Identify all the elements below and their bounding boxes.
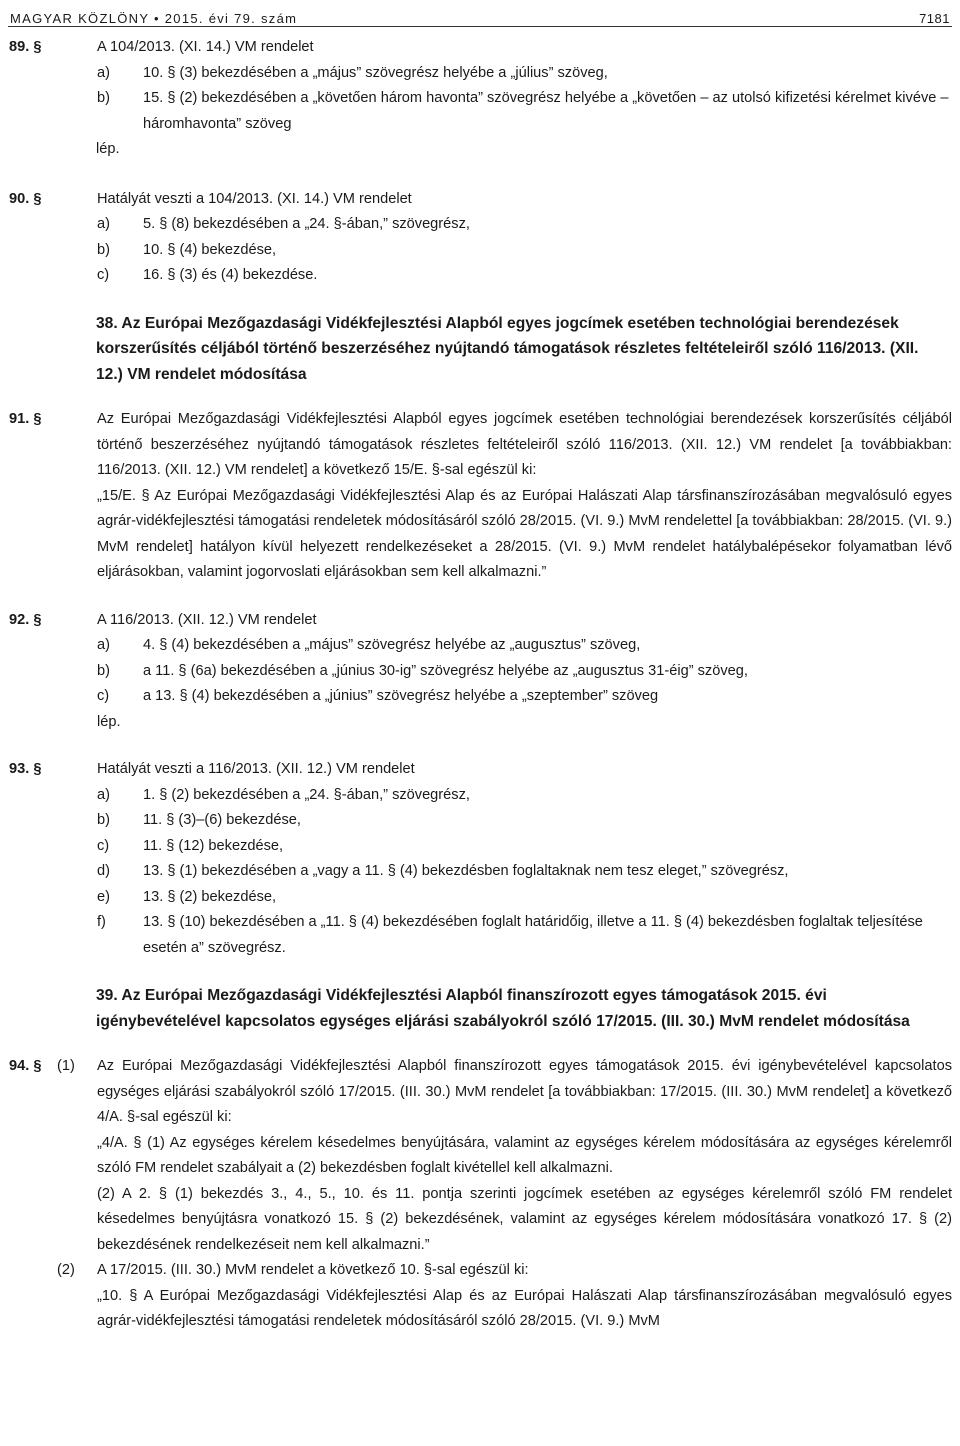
list-item xyxy=(97,238,952,264)
item-label: a) xyxy=(97,216,110,232)
item-text: 13. § (2) bekezdése, xyxy=(143,888,277,905)
list-item xyxy=(97,263,952,289)
item-text: 1. § (2) bekezdésében a „24. §-ában,” szövegrész, xyxy=(143,786,470,803)
item-text: 16. § (3) és (4) bekezdése. xyxy=(143,267,318,283)
list-item xyxy=(97,61,952,87)
list-item xyxy=(97,633,952,659)
list-item xyxy=(97,834,952,860)
journal-title: MAGYAR KÖZLÖNY • 2015. évi 79. szám xyxy=(10,11,298,26)
list-item xyxy=(97,910,952,961)
paragraph-intro: A 104/2013. (XI. 14.) VM rendelet xyxy=(97,39,314,55)
item-label: a) xyxy=(97,64,110,81)
paragraph-intro: Hatályát veszti a 104/2013. (XI. 14.) VM rendelet xyxy=(97,190,412,207)
item-label: d) xyxy=(97,863,110,879)
closing-word: lép. xyxy=(97,713,121,730)
paragraph-body xyxy=(97,757,952,961)
paragraph-number: 89. § xyxy=(9,39,42,55)
list-item xyxy=(97,659,952,685)
paragraph-92 xyxy=(8,608,952,736)
closing-word: lép. xyxy=(96,141,120,157)
item-label: b) xyxy=(97,90,110,106)
paragraph-93 xyxy=(8,757,952,961)
paragraph-89 xyxy=(8,35,952,137)
item-label: a) xyxy=(97,637,110,653)
item-text: 10. § (4) bekezdése, xyxy=(143,241,277,258)
paragraph-89-closing xyxy=(8,137,952,163)
item-text: 11. § (12) bekezdése, xyxy=(143,837,284,854)
item-label: b) xyxy=(97,241,110,258)
list-item xyxy=(97,859,952,885)
item-text: 11. § (3)–(6) bekezdése, xyxy=(143,812,301,828)
paragraph-number: 92. § xyxy=(9,611,42,628)
item-text: 13. § (10) bekezdésében a „11. § (4) bekezdésében foglalt határidőig, illetve a 11. § (4) bekezdésben foglaltak teljesítése esetén a” szövegrész. xyxy=(143,914,923,956)
paragraph-body xyxy=(97,35,952,137)
paragraph-intro: Hatályát veszti a 116/2013. (XII. 12.) VM rendelet xyxy=(97,761,415,777)
item-label: c) xyxy=(97,267,110,283)
paragraph-body xyxy=(57,1054,952,1335)
item-text: a 13. § (4) bekezdésében a „június” szövegrész helyébe a „szeptember” szöveg xyxy=(143,688,659,704)
subsection-line: Az Európai Mezőgazdasági Vidékfejlesztési Alapból finanszírozott egyes támogatások 2015. évi igénybevételével kapcsolatos egységes eljárási szabályokról szóló 17/2015. (III. 30.) MvM rendelet [a továbbiakban: 17/2015. (III. 30.) MvM rendelet] a következő 4/A. §-sal egészül ki: xyxy=(97,1058,952,1125)
paragraph-intro: A 116/2013. (XII. 12.) VM rendelet xyxy=(97,611,317,628)
paragraph-body xyxy=(97,187,952,289)
list-item xyxy=(97,684,952,710)
page-number: 7181 xyxy=(919,11,950,26)
item-label: b) xyxy=(97,662,110,679)
quoted-line: „10. § A Európai Mezőgazdasági Vidékfejlesztési Alap és az Európai Halászati Alap társfinanszírozásában megvalósuló egyes agrár-vidékfejlesztési támogatási rendeletek módosításáról szóló 28/2015. (VI. 9.) MvM xyxy=(97,1287,952,1329)
subsection-1 xyxy=(57,1054,952,1258)
item-text: 4. § (4) bekezdésében a „május” szövegrész helyébe az „augusztus” szöveg, xyxy=(143,637,641,653)
item-text: 15. § (2) bekezdésében a „követően három havonta” szövegrész helyébe a „követően – az utolsó kifizetési kérelmet kivéve – háromhavonta” szöveg xyxy=(143,90,949,132)
list-item xyxy=(97,885,952,911)
item-label: a) xyxy=(97,786,110,803)
subsection-2 xyxy=(57,1258,952,1335)
paragraph-text: Az Európai Mezőgazdasági Vidékfejlesztési Alapból egyes jogcímek esetében technológiai berendezések korszerűsítés céljából történő beszerzéséhez nyújtandó támogatások részletes feltételeiről szóló 116/2013. (XII. 12.) VM rendelet [a továbbiakban: 116/2013. (XII. 12.) VM rendelet] a következő 15/E. §-sal egészül ki: xyxy=(97,411,952,478)
paragraph-number: 91. § xyxy=(9,411,42,427)
section-heading-38: 38. Az Európai Mezőgazdasági Vidékfejlesztési Alapból egyes jogcímek esetében technológiai berendezések korszerűsítés céljából történő beszerzéséhez nyújtandó támogatások részletes feltételeiről szóló 116/2013. (XII. 12.) VM rendelet módosítása xyxy=(96,314,919,383)
paragraph-number: 90. § xyxy=(9,190,42,207)
page-header xyxy=(8,0,952,27)
section-heading-39: 39. Az Európai Mezőgazdasági Vidékfejlesztési Alapból finanszírozott egyes támogatások 2015. évi igénybevételével kapcsolatos egységes eljárási szabályokról szóló 17/2015. (III. 30.) MvM rendelet módosítása xyxy=(96,987,910,1030)
item-label: c) xyxy=(97,837,110,854)
quoted-line: „4/A. § (1) Az egységes kérelem késedelmes benyújtására, valamint az egységes kérelem módosítására az egységes kérelemről szóló FM rendelet szabályait a (2) bekezdésben foglalt kivétellel kell alkalmazni. xyxy=(97,1134,952,1176)
list-item xyxy=(97,808,952,834)
item-label: c) xyxy=(97,688,110,704)
subsection-text xyxy=(97,1054,952,1258)
item-text: a 11. § (6a) bekezdésében a „június 30-ig” szövegrész helyébe az „augusztus 31-éig” szöveg, xyxy=(143,662,748,679)
item-label: e) xyxy=(97,888,110,905)
subsection-label: (1) xyxy=(57,1058,75,1074)
quoted-text: „15/E. § Az Európai Mezőgazdasági Vidékfejlesztési Alap és az Európai Halászati Alap társfinanszírozásában megvalósuló egyes agrár-vidékfejlesztési támogatási rendeletek módosításáról szóló 28/2015. (VI. 9.) MvM rendelettel [a továbbiakban: 28/2015. (VI. 9.) MvM rendelet] hatályon kívül helyezett rendelkezéseket a 28/2015. (VI. 9.) MvM rendelet hatálybalépésekor folyamatban lévő eljárásokban, valamint jogorvoslati eljárásokban sem kell alkalmazni.” xyxy=(97,487,952,580)
paragraph-number: 94. § xyxy=(9,1058,42,1074)
subsection-line: A 17/2015. (III. 30.) MvM rendelet a következő 10. §-sal egészül ki: xyxy=(97,1262,529,1278)
quoted-line: (2) A 2. § (1) bekezdés 3., 4., 5., 10. és 11. pontja szerinti jogcímek esetében az egységes kérelemről szóló FM rendelet késedelmes benyújtásra vonatkozó 15. § (2) bekezdésének, valamint az egységes kérelem módosítására vonatkozó 17. § (2) bekezdésének rendelkezéseit nem kell alkalmazni.” xyxy=(97,1185,952,1253)
subsection-text xyxy=(97,1258,952,1335)
subsection-label: (2) xyxy=(57,1262,75,1278)
list-item xyxy=(97,783,952,809)
item-label: b) xyxy=(97,812,110,828)
item-label: f) xyxy=(97,914,106,930)
paragraph-body xyxy=(97,608,952,736)
item-text: 13. § (1) bekezdésében a „vagy a 11. § (4) bekezdésben foglaltaknak nem tesz eleget,” szövegrész, xyxy=(143,863,789,879)
list-item xyxy=(97,212,952,238)
paragraph-91 xyxy=(8,407,952,586)
list-item xyxy=(97,86,952,137)
item-text: 10. § (3) bekezdésében a „május” szövegrész helyébe a „július” szöveg, xyxy=(143,64,608,81)
paragraph-body xyxy=(97,407,952,586)
paragraph-number: 93. § xyxy=(9,761,42,777)
item-text: 5. § (8) bekezdésében a „24. §-ában,” szövegrész, xyxy=(143,216,470,232)
paragraph-94 xyxy=(8,1054,952,1335)
paragraph-90 xyxy=(8,187,952,289)
